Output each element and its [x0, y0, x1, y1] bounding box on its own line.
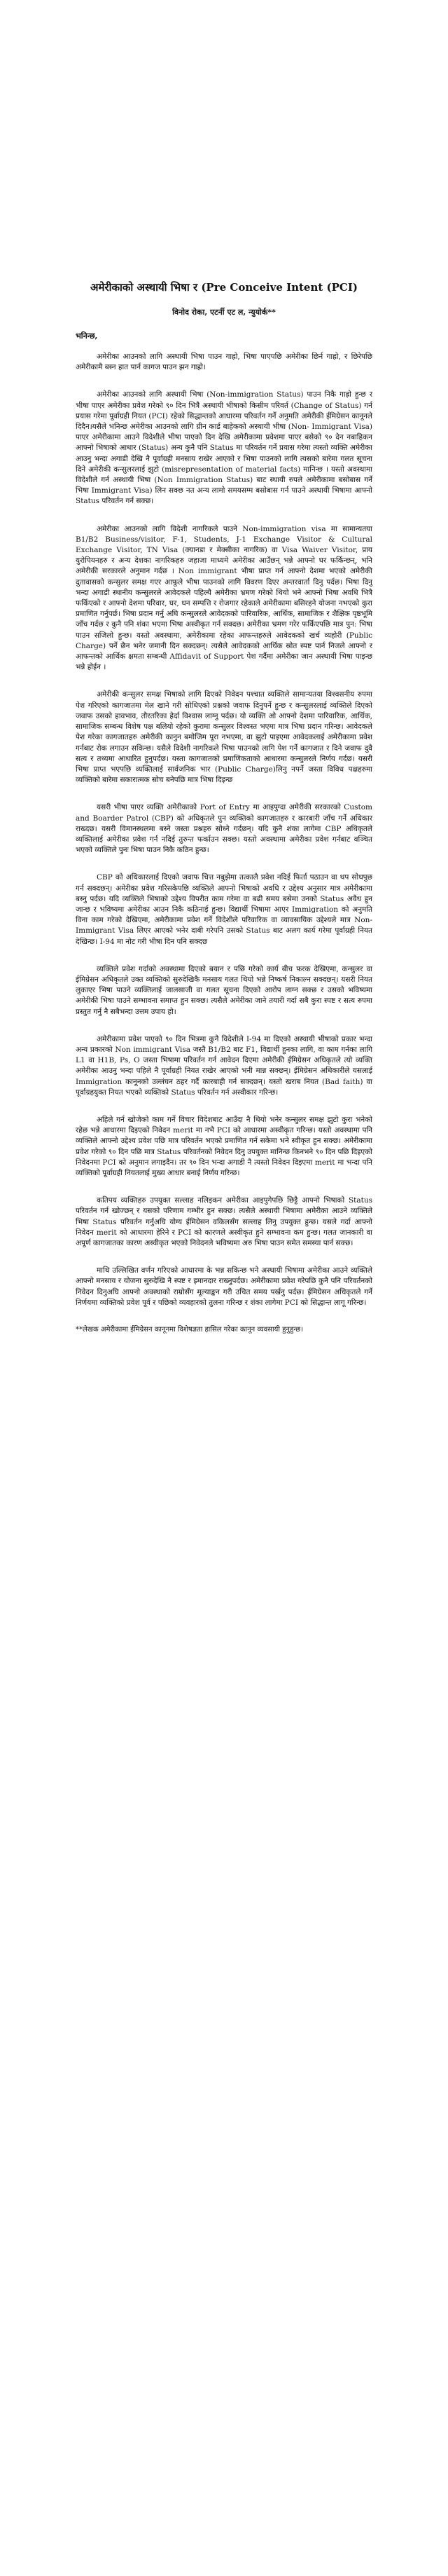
paragraph-4: अमेरीकी कन्सुलर समक्ष भिषाको लागि दिएको निवेदन पश्चात व्यक्तिले सामान्यतया विश्वसनीय रुपमा पेश गरिएको कागजातमा मेल खाने गरी सोधिएको प्रश्नको जवाफ दिनुपर्ने हुन्छ र कन्सुलरलाई व्यक्तिले दिएको जवाफ उसको हावभाव, तौरतरिका हेर्दा विश्वास लाग्नु पर्दछ। यो व्यक्ति ओ आफ्नो देशमा पारिवारिक, आर्थिक, सामाजिक सम्बन्ध विशेष पक्ष बलियो रहेको कुरामा कन्सुलर विश्वस्त भएमा मात्र भिषा प्रदान गरिन्छ। आवेदकले पेश गरेका कागजातहरु अमेरीकी कानुन बमोजिम पूरा नभएमा, वा झुटो पाइएमा आवेदकलाई अमेरीकामा प्रवेश गर्नबाट रोक लगाउन सकिन्छ। यसैले विदेशी नागरिकले भिषा पाउनको लागि पेश गर्ने कागजात र दिने जवाफ दुवै सत्य र तथ्यमा आधारित हुनुपर्दछ। यस्ता कागजातको प्रमाणिकताको आधारमा कन्सुलरले निर्णय गर्दछ। यसरी भिषा प्राप्त भएपछि व्यक्तिलाई सार्वजनिक भार (Public Charge)लिनु नपर्ने जस्ता विविध पक्षहरुमा व्यक्तिको बारेमा सकारात्मक सोच बनेपछि मात्र भिषा दिइन्छ	[76, 690, 372, 785]
article-body	[76, 280, 372, 1335]
author-line: विनोद रोका, एटर्नी एट ल, न्युयोर्क**	[172, 308, 276, 317]
greeting-line: भनिन्छ,	[76, 331, 98, 341]
paragraph-3: अमेरीका आउनको लागि विदेशी नागरिकले पाउने Non-immigration visa मा सामान्यतया B1/B2 Business/visitor, F-1, Students, J-1 Exchange Visitor & Cultural Exchange Visitor, TN Visa (क्यानडा र मेक्सीका नागरिक) वा Visa Waiver Visitor, प्राय युरोपियनहरु र अन्य देशका नागरिकहरु जहाजा माध्यमे अमेरीका आउँछन् भन्ने आफ्नो घर फर्किन्छन्, भनि अमेरीकी सरकारले अनुमान गर्दछ । Non immigrant भीषा प्राप्त गर्न आफ्नो देशमा भएको अमेरीकी दुतावासको कन्सुलर समक्ष गएर आफूले भीषा पाउनको लागि विवरण दिएर अन्तरवार्ता दिनु पर्दछ। भिषा दिनु भन्दा अगाडी स्थानीय कन्सुलरले आवेदकले पहिल्यै अमेरीका भ्रमण गरेको थियो भने आफ्नो भिषा अवधि भित्रै फर्किएको र आफ्नो देशमा परिवार, घर, धन सम्पत्ति र रोजगार रहेकाले अमेरीकामा बसिरहने योजना नभएको कुरा प्रमाणित गर्नुपर्छ। भिषा प्रदान गर्नु अघि कन्सुलरले आवेदकको पारिवारिक, आर्थिक, सामाजिक र शैक्षिक पृष्ठभूमि जाँच गर्दछ र कुनै पनि शंका भएमा भिषा अस्वीकृत गर्न सक्दछ। अमेरीका भ्रमण गरेर फर्किएपछि मात्र पुन: भिषा पाउन सजिलो हुन्छ। यस्तो अवस्थामा, अमेरीकामा रहेका आफन्तहरुले आवेदकको खर्च व्यहोरी (Public Charge) पर्ने छैन भनेर जमानी दिन सक्दछन्। त्यसैले आवेदकको आर्थिक स्रोत स्पष्ट पार्न निजले आफ्नो र आफन्तको आर्थिक क्षमता सम्बन्धी Affidavit of Support पेश गर्दैमा अमेरीका जान अस्थायी भिषा पाइन्छ भन्ने होईन ।	[76, 524, 372, 672]
paragraph-10: कतिपय व्यक्तिहरु उपयुक्त सल्लाह नलिइकन अमेरीका आइपुगेपछि छिट्टै आफ्नो भिषाको Status परिवर्तन गर्न खोज्छन् र यसको परिणाम गम्भीर हुन सक्छ। त्यसैले अस्थायी भिषामा अमेरीका आउने व्यक्तिले भिषा Status परिवर्तन गर्नुअघि योग्य ईमिग्रेसन वकिलसँग सल्लाह लिनु उपयुक्त हुन्छ। यसले गर्दा आफ्नो निवेदन merit को आधारमा हेरिने र PCI को कारणले अस्वीकृत हुने सम्भावना कम हुन्छ। गलत जानकारी वा अपूर्ण कागजातका कारण अस्वीकृत भएको निवेदनले भविष्यमा अरु भिषा पाउन समेत समस्या पार्न सक्छ।	[76, 1196, 372, 1248]
paragraph-11: माथि उल्लिखित वर्णन गरिएको आधारमा के भन्न सकिन्छ भने अस्थायी भिषामा अमेरीका आउने व्यक्तिले आफ्नो मनसाय र योजना सुरुदेखि नै स्पष्ट र इमानदार राख्नुपर्दछ। अमेरीकामा प्रवेश गरेपछि कुनै पनि परिवर्तनको निवेदन दिनुअघि आफ्नो अवस्थाको राम्रोसँग मूल्याङ्कन गरी उचित समय पर्खनु पर्दछ। ईमिग्रेसन अधिकृतले गर्ने निर्णयमा व्यक्तिको प्रवेश पूर्व र पछिको व्यवहारको तुलना गरिन्छ र शंका लागेमा PCI को सिद्धान्त लागू गरिन्छ।	[76, 1266, 372, 1307]
paragraph-6: CBP को अधिकारलाई दिएको जवाफ चित्त नबुझेमा तत्कालै प्रवेश नदिई फिर्ता पठाउन वा थप सोधपुछ गर्न सक्दछन्। अमेरीका प्रवेश गरिसकेपछि व्यक्तिले आफ्नो भिषाको अवधि र उद्देश्य अनुसार मात्र अमेरीकामा बस्नु पर्दछ। यदि व्यक्तिले भिषाको उद्देश्य विपरीत काम गरेमा वा बढी समय बसेमा उनको Status अवैध हुन जान्छ र भविष्यमा अमेरीका आउन निकै कठिनाई हुन्छ। विद्यार्थी भिषामा आएर Immigration को अनुमति विना काम गरेको देखिएमा, अमेरीकामा प्रवेश गर्ने विदेशीले परिवारिक वा व्यावसायिक उद्देश्यले मात्र Non- Immigrant Visa लिएर आएको भनेर दाबी गरेपनि उसको Status बाट अलग कार्य गरेमा पूर्वाग्रही नियत देखिन्छ। I-94 मा नोट गरी भीषा दिन पनि सक्दछ	[76, 873, 372, 946]
paragraph-5: यसरी भीषा पाएर व्यक्ति अमेरीकाको Port of Entry मा आइपुग्दा अमेरीकी सरकारको Custom and Boarder Patrol (CBP) को अधिकृतले पुन व्यक्तिको कागजातहरु र कारबारी जाँच गर्ने अधिकार राख्दछ। यसरी विमानस्थलमा बस्ने जस्ता प्रश्नहरु सोध्ने गर्दछन्। यदि कुनै शंका लागेमा CBP अधिकृतले व्यक्तिलाई अमेरीका प्रवेश गर्न नदिई तुरुन्त फर्काउन सक्छ। यस्तो अवस्थामा अमेरीका प्रवेश गर्नबाट वञ्चित भएको व्यक्तिले पुनः भिषा पाउन निकै कठिन हुन्छ।	[76, 803, 372, 855]
paragraph-1: अमेरीका आउनको लागि अस्थायी भिषा पाउन गाह्रो, भिषा पाएपछि अमेरीका छिर्न गाह्रो, र छिरेपछि अमेरीकामै बस्न हात पार्न कागज पाउन झन गाह्रो।	[76, 352, 372, 372]
paragraph-9: अहिले गर्न खोजेको काम गर्ने विचार विदेशबाट आउँदा नै थियो भनेर कन्सुलर समक्ष झुटो कुरा भनेको रहेछ भन्ने आधारमा दिइएको निवेदन merit मा नभै PCI को आधारमा अस्वीकृत गरिन्छ। यस्तो अवस्थामा पनि व्यक्तिले आफ्नो उद्देश्य प्रवेश पछि मात्र परिवर्तन भएको प्रमाणित गर्न सकेमा भने स्वीकृत हुन सक्छ। अमेरीकामा प्रवेश गरेको ९० दिन पछि मात्र Status परिवर्तनको निवेदन दिनु उपयुक्त मानिन्छ किनभने ९० दिन पछि दिइएको निवेदनमा PCI को अनुमान लगाइदैन। तर ९० दिन भन्दा अगाडी नै त्यस्तो निवेदन दिइएमा merit मा भन्दा पनि व्यक्तिको पूर्वाग्रही नियतलाई मुख्य आधार बनाई निर्णय गरिन्छ।	[76, 1115, 372, 1177]
paragraph-7: व्यक्तिले प्रवेश गर्दाको अवस्थामा दिएको बयान र पछि गरेको कार्य बीच फरक देखिएमा, कन्सुलर वा ईमिग्रेसन अधिकृतले उक्त व्यक्तिको सुरुदेखिकै मनसाय गलत थियो भन्ने निष्कर्ष निकाल्न सक्दछन्। यसरी नियत लुकाएर भिषा पाउने व्यक्तिलाई जालसाजी वा गलत सूचना दिएको आरोप लाग्न सक्छ र उसको भविष्यमा अमेरीकी भिषा पाउने सम्भावना समाप्त हुन सक्छ। त्यसैले अमेरीका जाने तयारी गर्दा सबै कुरा स्पष्ट र सत्य रुपमा प्रस्तुत गर्नु नै सबैभन्दा उत्तम उपाय हो।	[76, 964, 372, 1016]
article-title: अमेरीकाको अस्थायी भिषा र (Pre Conceive Intent (PCI)	[90, 281, 358, 294]
paragraph-2: अमेरीका आउनको लागि अस्थायी भिषा (Non-immigration Status) पाउन निकै गाह्रो हुन्छ र भीषा पाएर अमेरीका प्रवेश गरेको ९० दिन भित्रै अस्थायी भीषाको किसीम परिवर्त (Change of Status) गर्न प्रयास गरेमा पूर्वाग्रही नियत (PCI) रहेको सिद्धान्तको आधारमा परिवर्तन गर्ने अनुमति अमेरीकी ईमिग्रेसन कानूनले दिदैन।यसैले भनिन्छ अमेरीका आउनको लागि ग्रीन कार्ड बाहेकको अस्थायी भीषा (Non- Immigrant Visa) पाएर अमेरीकामा आउने विदेशीले भीषा पाएको दिन देखि अमेरीकामा प्रवेशमा पाएर बसेको ९० देन नबाहिकन आफ्नो भिषाको आधार (Status) अन्य कुनै पनि Status मा परिवर्तन गर्ने प्रयास गरेमा त्यस्तो व्यक्ति अमेरीका आउनु भन्दा अगाडी देखि नै पूर्वाग्रही मनसाय राखेर आएको र भिषा पाउनको लागि त्यसको बारेमा गलत सूचना दिने अमेरीकी कन्सुलरलाई झुटो (misrepresentation of material facts) मानिन्छ । यस्तो अवस्थामा विदेशीले गर्न अस्थायी भिषा (Non Immigration Status) बाट स्थायी रुपले अमेरीकामा बसोबास गर्ने भिषा Immigrant Visa) लिन सक्छ नत अन्य लामो समयसम्म बसोबास गर्न पाउने अस्थायी भिषामा आफ्नो Status परिवर्तन गर्न सक्छ।	[76, 390, 372, 506]
author-footnote: **लेखक अमेरीकामा ईमिग्रेसन कानूनमा विशेषज्ञता हासिल गरेका कानून व्यवसायी हुनुहुन्छ।	[76, 1326, 303, 1334]
paragraph-8: अमेरीकामा प्रवेश पाएको ९० दिन भित्रमा कुनै विदेशीले I-94 मा दिएको अस्थायी भीषाको प्रकार भन्दा अन्य प्रकारको Non immigrant Visa जस्तै B1/B2 बाट F1, विद्यार्थी हुनका लागि, वा काम गर्नका लागि L1 वा H1B, Ps, O जस्ता भिषामा परिवर्तन गर्न आवेदन दिएमा अमेरीकी ईमिग्रेसन अधिकृतले त्यो व्यक्ति अमेरीका आउनु भन्दा पहिले नै पूर्वाग्रही नियत राखेर आएको भनी मान्न सक्छन्। ईमिग्रेसन अधिकारीले यसलाई Immigration कानूनको उल्लंघन ठहर गर्दै कारबाही गर्न सक्दछन्। यस्तो खराब नियत (Bad faith) वा पूर्वाग्रहयुक्त नियत भएको व्यक्तिको Status परिवर्तन गर्न अस्वीकार गरिन्छ।	[76, 1034, 372, 1097]
